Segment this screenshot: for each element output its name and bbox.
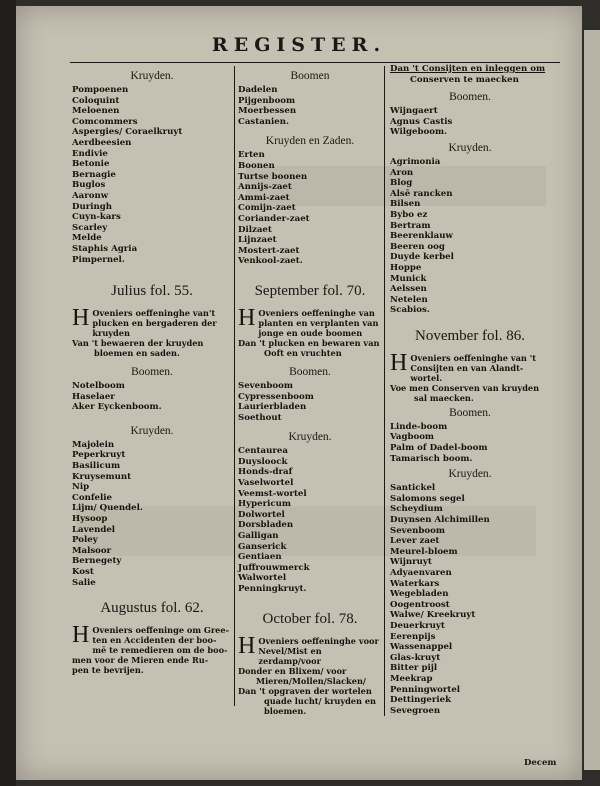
section-heading: Boomen <box>290 70 330 82</box>
list-item: Duysloock <box>238 456 288 467</box>
list-item: Hypericum <box>238 499 291 510</box>
para-line: mē te remedieren om de boo- <box>92 645 228 656</box>
month-heading: Augustus fol. 62. <box>100 600 204 617</box>
para-line: men voor de Mieren ende Ru- <box>72 655 209 666</box>
list-item: Honds-draf <box>238 467 293 478</box>
list-item: Dettingeriek <box>390 695 452 706</box>
section-heading: Kruyden. <box>448 141 492 154</box>
para-line: planten en verplanten van <box>258 317 379 328</box>
list-item: Endivie <box>72 148 108 159</box>
list-item: Vaselwortel <box>238 478 294 489</box>
list-item: Veemst-wortel <box>238 488 307 499</box>
list-item: Scabios. <box>390 305 430 316</box>
item-list <box>72 85 232 265</box>
list-item: Betonie <box>72 159 110 170</box>
list-item: Staphis Agria <box>72 243 138 254</box>
list-item: Salomons segel <box>390 493 465 504</box>
section-heading: Boomen. <box>131 366 173 379</box>
list-item: Dilzaet <box>238 224 272 235</box>
list-item: Aron <box>390 167 414 178</box>
list-item: Wijngaert <box>390 106 438 117</box>
list-item: Scarley <box>72 222 108 233</box>
list-item: Beeren oog <box>390 241 445 252</box>
list-item: Aker Eyckenboom. <box>72 402 162 413</box>
list-item: Waterkars <box>390 578 440 589</box>
list-item: Meloenen <box>72 106 120 117</box>
para-line: quade lucht/ kruyden en <box>264 695 376 706</box>
list-item: Basilicum <box>72 461 121 472</box>
list-item: Lijnzaet <box>238 235 277 246</box>
list-item: Glas-kruyt <box>390 652 441 663</box>
list-item: Tamarisch boom. <box>390 453 473 464</box>
chapter-paragraph <box>238 304 382 358</box>
list-item: Wilgeboom. <box>390 127 448 138</box>
list-item: Bertram <box>390 220 431 231</box>
para-line: Nevel/Mist en zerdamp/voor <box>258 645 322 666</box>
list-item: Moerbessen <box>238 106 297 117</box>
list-item: Laurierbladen <box>238 402 307 413</box>
list-item: Adyaenvaren <box>390 568 452 578</box>
para-line: Oveniers oeffeninghe voor <box>258 635 379 646</box>
list-item: Blog <box>390 178 413 189</box>
chapter-paragraph <box>72 622 232 676</box>
list-item: Annijs-zaet <box>238 182 292 193</box>
list-item: Poley <box>72 535 98 546</box>
month-heading: November fol. 86. <box>415 327 525 344</box>
list-item: Aelssen <box>390 284 427 295</box>
list-item: Majolein <box>72 439 115 450</box>
list-item: Meekrap <box>390 673 433 684</box>
list-item: Santickel <box>390 483 436 494</box>
list-item: Duynsen Alchimillen <box>390 515 490 526</box>
list-item: Peperkruyt <box>72 450 126 461</box>
list-item: Duringh <box>72 201 112 212</box>
list-item: Agnus Castis <box>390 116 453 127</box>
list-item: Aspergies/ Coraelkruyt <box>72 127 183 138</box>
list-item: Venkool-zaet. <box>238 256 303 267</box>
list-item: Turtse boonen <box>238 171 308 182</box>
list-item: Netelen <box>390 294 428 305</box>
list-item: Pijgenboom <box>238 95 296 106</box>
list-item: Wassenappel <box>390 642 453 653</box>
para-line: Donder en Blixem/ voor <box>238 665 347 676</box>
list-item: Bitter pijl <box>390 663 438 674</box>
list-item: Lijm/ Quendel. <box>72 503 143 514</box>
column-divider-2 <box>384 66 385 716</box>
section-heading: Kruyden. <box>448 468 492 481</box>
catchword: Decem <box>524 758 557 768</box>
chapter-paragraph <box>238 632 382 716</box>
para-line: Oveniers oeffeninghe van 't <box>410 352 536 363</box>
list-item: Sevenboom <box>238 380 293 391</box>
para-line: kruyden <box>92 328 130 339</box>
para-line: Oveniers oeffeninghe van't <box>92 308 216 319</box>
para-line: bloemen. <box>264 705 307 716</box>
para-line: jonge en oude boomen <box>258 327 363 338</box>
continued-line: Dan 't Consijten en inleggen om <box>390 64 546 74</box>
list-item: Deuerkruyt <box>390 620 445 631</box>
list-item: Bernagie <box>72 169 116 180</box>
list-item: Dadelen <box>238 85 278 95</box>
list-item: Palm of Dadel-boom <box>390 443 488 454</box>
list-item: Bilsen <box>390 199 421 210</box>
drop-cap: H <box>390 349 408 376</box>
list-item: Pompoenen <box>72 85 129 95</box>
section-heading: Kruyden en Zaden. <box>265 135 355 148</box>
list-item: Beerenklauw <box>390 231 453 242</box>
list-item: Penningkruyt. <box>238 584 307 594</box>
list-item: Galligan <box>238 531 279 542</box>
list-item: Bybo ez <box>390 209 428 220</box>
para-line: Ooft en vruchten <box>264 347 342 358</box>
list-item: Hoppe <box>390 262 422 273</box>
drop-cap: H <box>238 632 256 659</box>
list-item: Kruysemunt <box>72 471 132 482</box>
list-item: Malsoor <box>72 545 112 556</box>
list-item: Cuyn-kars <box>72 212 121 223</box>
list-item: Notelboom <box>72 381 125 392</box>
month-heading: Julius fol. 55. <box>111 283 193 300</box>
section-heading: Kruyden. <box>288 431 332 444</box>
list-item: Buglos <box>72 180 106 191</box>
list-item: Centaurea <box>238 446 288 457</box>
list-item: Bernegety <box>72 556 122 567</box>
list-item: Erten <box>238 150 265 161</box>
left-binding-edge <box>0 0 16 786</box>
list-item: Cypressenboom <box>238 391 314 402</box>
list-item: Comijn-zaet <box>238 203 296 214</box>
section-heading: Kruyden. <box>130 424 174 437</box>
para-line: Consijten en van Alandt- <box>410 362 524 373</box>
list-item: Dorsbladen <box>238 520 294 531</box>
list-item: Ganserick <box>238 541 287 552</box>
drop-cap: H <box>238 304 256 331</box>
list-item: Duyde kerbel <box>390 252 454 263</box>
month-heading: October fol. 78. <box>262 610 358 627</box>
chapter-paragraph <box>72 305 232 359</box>
list-item: Castanien. <box>238 116 290 127</box>
list-item: Comcommers <box>72 116 138 127</box>
para-line: Dan 't opgraven der wortelen <box>238 685 372 696</box>
list-item: Alsē rancken <box>390 188 453 199</box>
para-line: sal maecken. <box>414 392 474 403</box>
section-heading: Boomen. <box>289 365 331 378</box>
list-item: Sevegroen <box>390 705 441 716</box>
list-item: Lever zaet <box>390 536 440 547</box>
register-column-2 <box>238 68 382 718</box>
list-item: Scheydium <box>390 504 443 515</box>
list-item: Agrimonia <box>390 156 441 167</box>
para-line: Mieren/Mollen/Slacken/ <box>256 675 366 686</box>
para-line: Voe men Conserven van kruyden <box>390 382 540 393</box>
list-item: Hysoop <box>72 514 108 525</box>
list-item: Oogentroost <box>390 599 450 610</box>
list-item: Wegebladen <box>390 589 449 600</box>
para-line: Dan 't plucken en bewaren van <box>238 337 380 348</box>
list-item: Coriander-zaet <box>238 213 310 224</box>
list-item: Linde-boom <box>390 421 448 432</box>
list-item: Melde <box>72 233 102 244</box>
list-item: Vagboom <box>390 432 435 443</box>
chapter-paragraph <box>390 349 550 403</box>
para-line: plucken en bergaderen der <box>92 318 217 329</box>
page-title: REGISTER. <box>211 34 387 56</box>
list-item: Pimpernel. <box>72 254 125 265</box>
list-item: Juffrouwmerck <box>238 562 310 573</box>
list-item: Aerdbeesien <box>72 137 132 148</box>
list-item: Penningwortel <box>390 684 461 695</box>
book-page <box>16 6 582 780</box>
list-item: Sevenboom <box>390 525 445 536</box>
register-column-1 <box>72 68 232 677</box>
column-divider-1 <box>234 66 235 706</box>
para-line: pen te bevrijen. <box>72 665 144 676</box>
para-line: Van 't bewaeren der kruyden <box>72 338 204 349</box>
list-item: Ammi-zaet <box>238 192 290 203</box>
list-item: Walwortel <box>238 573 287 584</box>
list-item: Aaronw <box>72 190 109 201</box>
list-item: Walwe/ Kreekruyt <box>390 610 476 621</box>
para-line: Oveniers oeffeninghe van <box>258 307 375 318</box>
list-item: Soethout <box>238 412 282 423</box>
drop-cap: H <box>72 305 90 332</box>
next-page-edge <box>584 30 600 770</box>
list-item: Haselaer <box>72 391 115 402</box>
para-line: bloemen en saden. <box>94 348 180 359</box>
list-item: Kost <box>72 567 94 577</box>
para-line: wortel. <box>410 372 443 383</box>
register-column-3 <box>390 64 550 716</box>
section-heading: Boomen. <box>449 91 491 104</box>
list-item: Dolwortel <box>238 509 285 520</box>
month-heading: September fol. 70. <box>254 282 366 299</box>
list-item: Nip <box>72 482 90 493</box>
list-item: Salie <box>72 577 96 588</box>
list-item: Mostert-zaet <box>238 245 300 256</box>
para-line: ten en Accidenten der boo- <box>92 635 217 646</box>
list-item: Confelie <box>72 492 112 503</box>
header-rule <box>70 62 560 63</box>
list-item: Eerenpijs <box>390 631 436 642</box>
list-item: Wijnruyt <box>390 557 432 568</box>
list-item: Gentiaen <box>238 552 282 563</box>
list-item: Munick <box>390 273 427 284</box>
list-item: Lavendel <box>72 524 116 535</box>
para-line: Oveniers oeffeninge om Gree- <box>92 625 229 636</box>
list-item: Meurel-bloem <box>390 546 458 557</box>
list-item: Boonen <box>238 160 275 171</box>
continued-line: Conserven te maecken <box>410 74 519 85</box>
section-heading: Kruyden. <box>130 70 174 82</box>
list-item: Coloquint <box>72 95 120 106</box>
drop-cap: H <box>72 622 90 649</box>
section-heading: Boomen. <box>449 406 491 419</box>
